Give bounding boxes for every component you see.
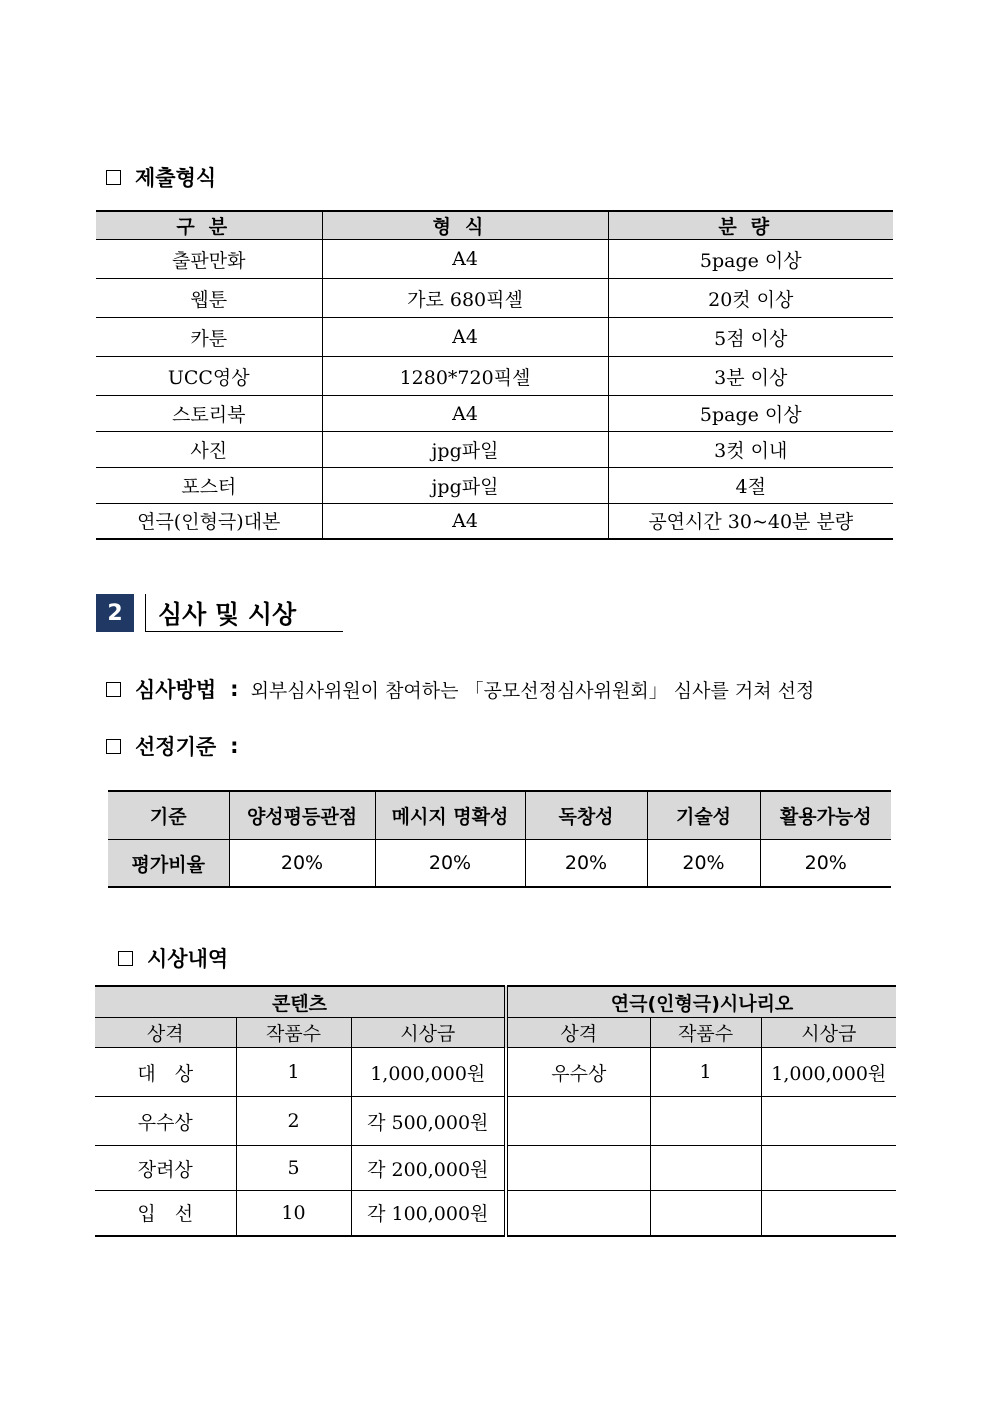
table-row <box>96 318 893 357</box>
table-row <box>96 396 893 432</box>
header-amount: 분량 <box>608 211 893 240</box>
cell: 5 <box>236 1146 351 1191</box>
header-cell: 시상금 <box>351 1018 506 1048</box>
group-header-contents: 콘텐츠 <box>95 986 506 1018</box>
cell <box>506 1146 650 1191</box>
table-row <box>95 1048 896 1097</box>
cell: 포스터 <box>96 468 322 504</box>
review-method-text: 외부심사위원이 참여하는 「공모선정심사위원회」 심사를 거쳐 선정 <box>250 679 815 702</box>
cell: 입 선 <box>95 1191 236 1236</box>
table-row <box>96 279 893 318</box>
header-category: 구분 <box>96 211 322 240</box>
table-row <box>96 357 893 396</box>
selection-criteria-table <box>108 790 891 888</box>
cell: 20% <box>375 840 525 888</box>
cell: 1280*720픽셀 <box>322 357 608 396</box>
cell: 우수상 <box>95 1097 236 1146</box>
cell: 5점 이상 <box>608 318 893 357</box>
cell: 우수상 <box>506 1048 650 1097</box>
cell: 20% <box>760 840 891 888</box>
header-cell: 작품수 <box>650 1018 761 1048</box>
cell: 20컷 이상 <box>608 279 893 318</box>
table-row <box>96 468 893 504</box>
submission-format-table <box>96 210 893 540</box>
table-header-row <box>96 211 893 240</box>
cell <box>650 1097 761 1146</box>
table-row <box>96 504 893 539</box>
cell: 1,000,000원 <box>351 1048 506 1097</box>
cell: 4절 <box>608 468 893 504</box>
cell: 각 200,000원 <box>351 1146 506 1191</box>
cell: 20% <box>229 840 375 888</box>
cell <box>761 1191 896 1236</box>
header-cell: 기준 <box>108 791 229 840</box>
cell: 1 <box>650 1048 761 1097</box>
header-cell: 상격 <box>506 1018 650 1048</box>
cell: 대 상 <box>95 1048 236 1097</box>
header-cell: 기술성 <box>647 791 760 840</box>
cell <box>506 1191 650 1236</box>
table-group-header-row <box>95 986 896 1018</box>
table-row <box>96 240 893 279</box>
cell: 각 500,000원 <box>351 1097 506 1146</box>
cell: A4 <box>322 240 608 279</box>
section-title: 심사 및 시상 <box>145 594 343 632</box>
cell: A4 <box>322 318 608 357</box>
header-cell: 메시지 명확성 <box>375 791 525 840</box>
cell: 공연시간 30~40분 분량 <box>608 504 893 539</box>
header-cell: 시상금 <box>761 1018 896 1048</box>
cell <box>650 1146 761 1191</box>
cell: 20% <box>647 840 760 888</box>
row-label: 평가비율 <box>108 840 229 888</box>
table-header-row <box>95 1018 896 1048</box>
cell: A4 <box>322 504 608 539</box>
cell: 각 100,000원 <box>351 1191 506 1236</box>
cell: jpg파일 <box>322 468 608 504</box>
header-format: 형식 <box>322 211 608 240</box>
table-row <box>95 1191 896 1236</box>
table-row <box>95 1146 896 1191</box>
cell: 웹툰 <box>96 279 322 318</box>
cell: 2 <box>236 1097 351 1146</box>
cell: 5page 이상 <box>608 240 893 279</box>
submission-format-heading: 제출형식 <box>106 162 216 192</box>
cell: 스토리북 <box>96 396 322 432</box>
cell: 3컷 이내 <box>608 432 893 468</box>
review-method-line <box>106 674 814 704</box>
checkbox-square-icon <box>106 170 121 185</box>
cell <box>650 1191 761 1236</box>
cell: UCC영상 <box>96 357 322 396</box>
section-number-badge: 2 <box>96 594 134 632</box>
cell <box>506 1097 650 1146</box>
cell <box>761 1146 896 1191</box>
checkbox-square-icon <box>106 682 121 697</box>
header-cell: 활용가능성 <box>760 791 891 840</box>
cell: 3분 이상 <box>608 357 893 396</box>
review-method-colon: : <box>230 677 239 701</box>
cell <box>761 1097 896 1146</box>
header-cell: 양성평등관점 <box>229 791 375 840</box>
cell: A4 <box>322 396 608 432</box>
selection-criteria-line <box>106 731 239 761</box>
cell: 20% <box>525 840 647 888</box>
cell: 연극(인형극)대본 <box>96 504 322 539</box>
checkbox-square-icon <box>106 739 121 754</box>
awards-heading: 시상내역 <box>118 943 228 973</box>
review-method-label: 심사방법 <box>135 678 217 702</box>
table-row <box>108 840 891 888</box>
header-cell: 독창성 <box>525 791 647 840</box>
header-cell: 상격 <box>95 1018 236 1048</box>
table-row <box>95 1097 896 1146</box>
cell: 5page 이상 <box>608 396 893 432</box>
cell: 카툰 <box>96 318 322 357</box>
cell: 장려상 <box>95 1146 236 1191</box>
cell: 10 <box>236 1191 351 1236</box>
cell: 사진 <box>96 432 322 468</box>
cell: 출판만화 <box>96 240 322 279</box>
checkbox-square-icon <box>118 951 133 966</box>
table-row <box>96 432 893 468</box>
header-cell: 작품수 <box>236 1018 351 1048</box>
cell: 1 <box>236 1048 351 1097</box>
cell: jpg파일 <box>322 432 608 468</box>
group-header-scenario: 연극(인형극)시나리오 <box>506 986 896 1018</box>
table-header-row <box>108 791 891 840</box>
cell: 가로 680픽셀 <box>322 279 608 318</box>
awards-table <box>95 985 896 1237</box>
selection-criteria-colon: : <box>230 734 239 758</box>
selection-criteria-label: 선정기준 <box>135 735 217 759</box>
cell: 1,000,000원 <box>761 1048 896 1097</box>
